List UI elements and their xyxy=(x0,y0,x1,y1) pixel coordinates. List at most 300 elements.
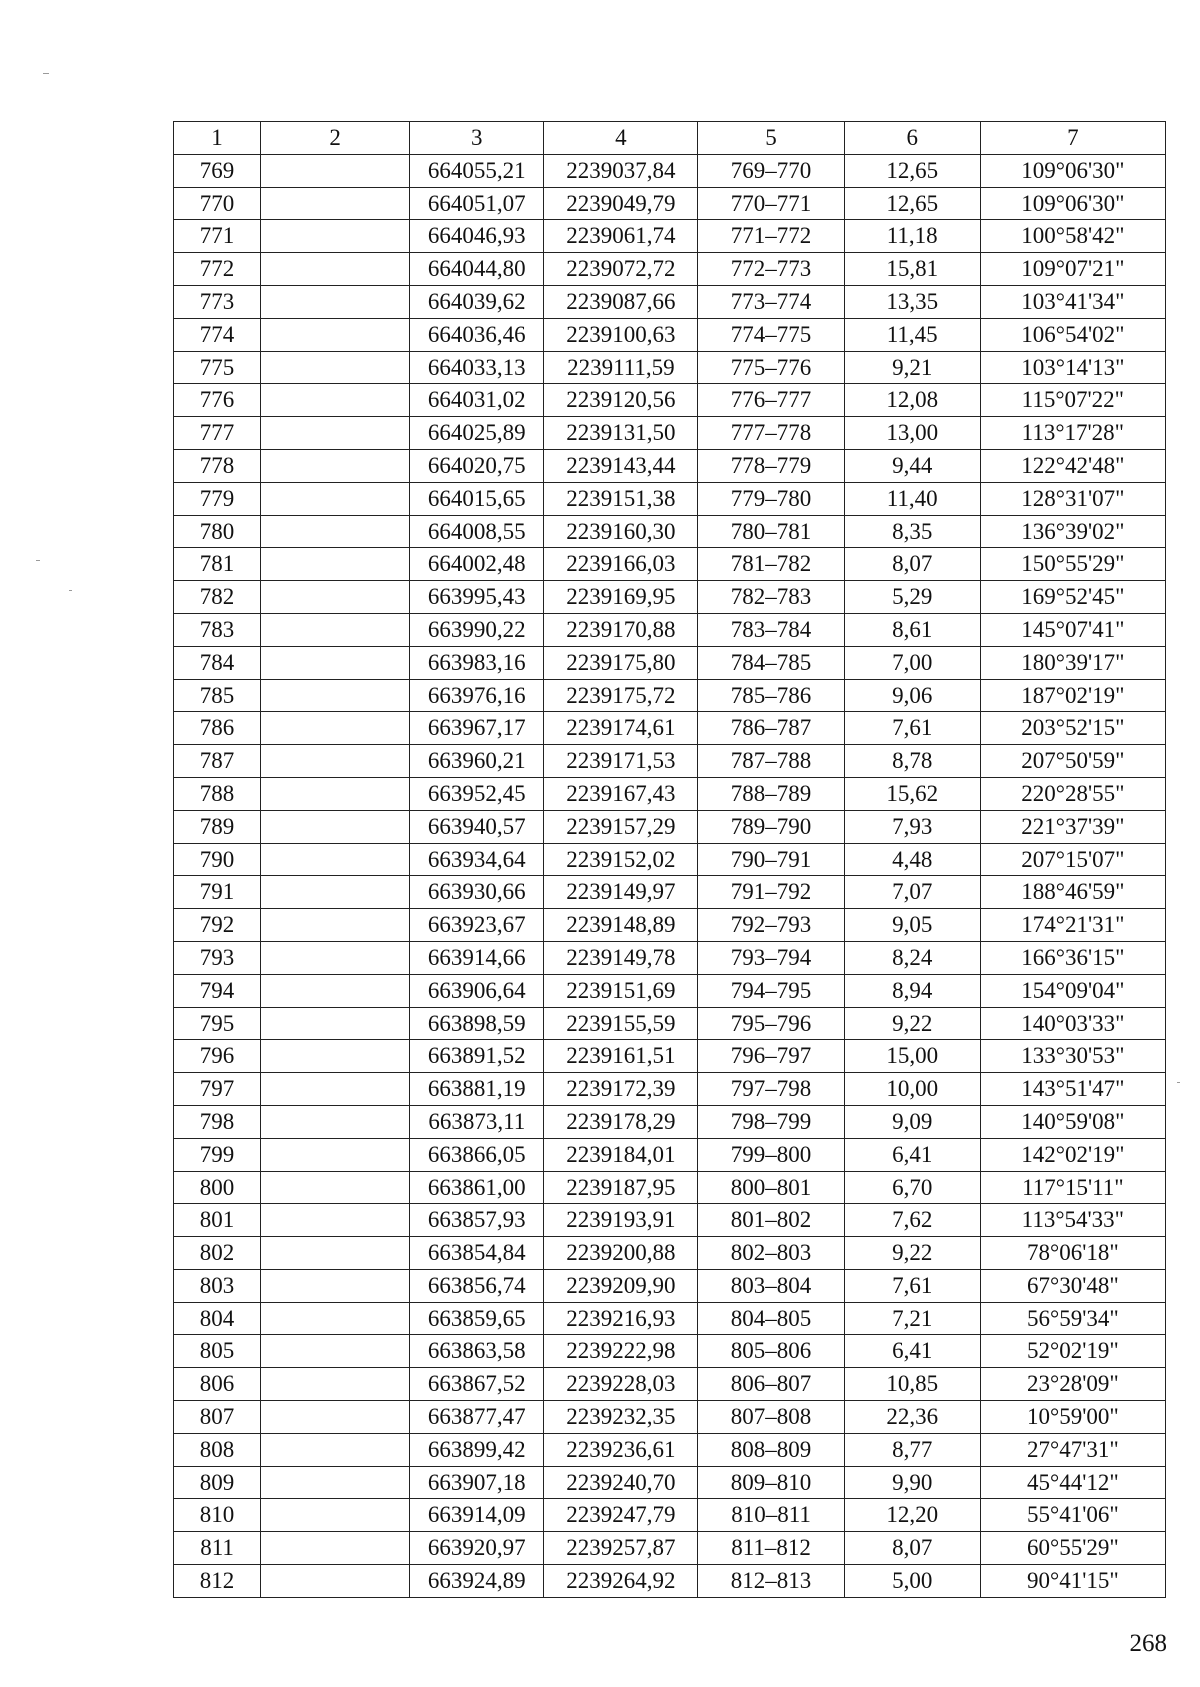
angle-cell: 142°02'19" xyxy=(980,1138,1165,1171)
angle-cell: 220°28'55" xyxy=(980,777,1165,810)
point-number-cell: 805 xyxy=(174,1335,261,1368)
y-coordinate-cell: 2239111,59 xyxy=(544,351,698,384)
scan-mark xyxy=(36,560,40,561)
segment-cell: 777–778 xyxy=(698,417,844,450)
angle-cell: 100°58'42" xyxy=(980,220,1165,253)
point-number-cell: 772 xyxy=(174,253,261,286)
column-header: 7 xyxy=(980,122,1165,155)
x-coordinate-cell: 663861,00 xyxy=(410,1171,544,1204)
angle-cell: 169°52'45" xyxy=(980,581,1165,614)
table-row xyxy=(174,843,1166,876)
angle-cell: 203°52'15" xyxy=(980,712,1165,745)
segment-cell: 788–789 xyxy=(698,777,844,810)
point-number-cell: 794 xyxy=(174,974,261,1007)
point-number-cell: 793 xyxy=(174,941,261,974)
x-coordinate-cell: 663995,43 xyxy=(410,581,544,614)
table-row xyxy=(174,351,1166,384)
scan-mark xyxy=(69,590,72,591)
y-coordinate-cell: 2239193,91 xyxy=(544,1204,698,1237)
y-coordinate-cell: 2239161,51 xyxy=(544,1040,698,1073)
length-cell: 7,61 xyxy=(844,1269,980,1302)
length-cell: 13,00 xyxy=(844,417,980,450)
angle-cell: 154°09'04" xyxy=(980,974,1165,1007)
y-coordinate-cell: 2239169,95 xyxy=(544,581,698,614)
segment-cell: 802–803 xyxy=(698,1237,844,1270)
length-cell: 11,45 xyxy=(844,318,980,351)
x-coordinate-cell: 663924,89 xyxy=(410,1565,544,1598)
table-row xyxy=(174,876,1166,909)
segment-cell: 808–809 xyxy=(698,1433,844,1466)
table-row xyxy=(174,777,1166,810)
y-coordinate-cell: 2239087,66 xyxy=(544,285,698,318)
column-2-cell xyxy=(261,1237,410,1270)
segment-cell: 775–776 xyxy=(698,351,844,384)
x-coordinate-cell: 664031,02 xyxy=(410,384,544,417)
y-coordinate-cell: 2239216,93 xyxy=(544,1302,698,1335)
y-coordinate-cell: 2239264,92 xyxy=(544,1565,698,1598)
y-coordinate-cell: 2239171,53 xyxy=(544,745,698,778)
point-number-cell: 806 xyxy=(174,1368,261,1401)
column-2-cell xyxy=(261,1007,410,1040)
point-number-cell: 799 xyxy=(174,1138,261,1171)
coordinates-table xyxy=(173,121,1166,1598)
x-coordinate-cell: 663923,67 xyxy=(410,909,544,942)
y-coordinate-cell: 2239061,74 xyxy=(544,220,698,253)
segment-cell: 783–784 xyxy=(698,613,844,646)
point-number-cell: 797 xyxy=(174,1073,261,1106)
length-cell: 9,05 xyxy=(844,909,980,942)
point-number-cell: 785 xyxy=(174,679,261,712)
table-row xyxy=(174,1007,1166,1040)
y-coordinate-cell: 2239170,88 xyxy=(544,613,698,646)
angle-cell: 188°46'59" xyxy=(980,876,1165,909)
y-coordinate-cell: 2239160,30 xyxy=(544,515,698,548)
length-cell: 4,48 xyxy=(844,843,980,876)
column-2-cell xyxy=(261,1499,410,1532)
column-2-cell xyxy=(261,1171,410,1204)
segment-cell: 791–792 xyxy=(698,876,844,909)
table-row xyxy=(174,1302,1166,1335)
length-cell: 9,09 xyxy=(844,1105,980,1138)
point-number-cell: 810 xyxy=(174,1499,261,1532)
column-header: 6 xyxy=(844,122,980,155)
angle-cell: 136°39'02" xyxy=(980,515,1165,548)
column-header: 2 xyxy=(261,122,410,155)
table-row xyxy=(174,909,1166,942)
angle-cell: 115°07'22" xyxy=(980,384,1165,417)
y-coordinate-cell: 2239151,38 xyxy=(544,482,698,515)
y-coordinate-cell: 2239184,01 xyxy=(544,1138,698,1171)
length-cell: 9,06 xyxy=(844,679,980,712)
column-2-cell xyxy=(261,1073,410,1106)
length-cell: 12,65 xyxy=(844,187,980,220)
y-coordinate-cell: 2239257,87 xyxy=(544,1532,698,1565)
length-cell: 7,61 xyxy=(844,712,980,745)
y-coordinate-cell: 2239167,43 xyxy=(544,777,698,810)
x-coordinate-cell: 664051,07 xyxy=(410,187,544,220)
segment-cell: 809–810 xyxy=(698,1466,844,1499)
length-cell: 10,85 xyxy=(844,1368,980,1401)
y-coordinate-cell: 2239174,61 xyxy=(544,712,698,745)
x-coordinate-cell: 663914,66 xyxy=(410,941,544,974)
angle-cell: 23°28'09" xyxy=(980,1368,1165,1401)
length-cell: 9,21 xyxy=(844,351,980,384)
y-coordinate-cell: 2239100,63 xyxy=(544,318,698,351)
column-2-cell xyxy=(261,974,410,1007)
table-row xyxy=(174,449,1166,482)
length-cell: 9,90 xyxy=(844,1466,980,1499)
table-row xyxy=(174,1335,1166,1368)
y-coordinate-cell: 2239166,03 xyxy=(544,548,698,581)
column-2-cell xyxy=(261,318,410,351)
column-2-cell xyxy=(261,285,410,318)
y-coordinate-cell: 2239155,59 xyxy=(544,1007,698,1040)
table-row xyxy=(174,1401,1166,1434)
x-coordinate-cell: 663940,57 xyxy=(410,810,544,843)
angle-cell: 10°59'00" xyxy=(980,1401,1165,1434)
x-coordinate-cell: 664020,75 xyxy=(410,449,544,482)
length-cell: 8,07 xyxy=(844,1532,980,1565)
angle-cell: 103°14'13" xyxy=(980,351,1165,384)
table-row xyxy=(174,220,1166,253)
segment-cell: 800–801 xyxy=(698,1171,844,1204)
length-cell: 5,00 xyxy=(844,1565,980,1598)
x-coordinate-cell: 663920,97 xyxy=(410,1532,544,1565)
table-row xyxy=(174,1237,1166,1270)
segment-cell: 799–800 xyxy=(698,1138,844,1171)
point-number-cell: 775 xyxy=(174,351,261,384)
table-body xyxy=(174,154,1166,1597)
column-2-cell xyxy=(261,1040,410,1073)
segment-cell: 779–780 xyxy=(698,482,844,515)
angle-cell: 78°06'18" xyxy=(980,1237,1165,1270)
segment-cell: 811–812 xyxy=(698,1532,844,1565)
column-2-cell xyxy=(261,548,410,581)
column-2-cell xyxy=(261,187,410,220)
segment-cell: 790–791 xyxy=(698,843,844,876)
angle-cell: 150°55'29" xyxy=(980,548,1165,581)
point-number-cell: 804 xyxy=(174,1302,261,1335)
table-row xyxy=(174,482,1166,515)
length-cell: 15,00 xyxy=(844,1040,980,1073)
segment-cell: 794–795 xyxy=(698,974,844,1007)
x-coordinate-cell: 663859,65 xyxy=(410,1302,544,1335)
length-cell: 8,77 xyxy=(844,1433,980,1466)
x-coordinate-cell: 663856,74 xyxy=(410,1269,544,1302)
column-2-cell xyxy=(261,745,410,778)
segment-cell: 772–773 xyxy=(698,253,844,286)
y-coordinate-cell: 2239172,39 xyxy=(544,1073,698,1106)
point-number-cell: 802 xyxy=(174,1237,261,1270)
y-coordinate-cell: 2239151,69 xyxy=(544,974,698,1007)
angle-cell: 117°15'11" xyxy=(980,1171,1165,1204)
angle-cell: 221°37'39" xyxy=(980,810,1165,843)
length-cell: 7,21 xyxy=(844,1302,980,1335)
point-number-cell: 778 xyxy=(174,449,261,482)
segment-cell: 803–804 xyxy=(698,1269,844,1302)
x-coordinate-cell: 664033,13 xyxy=(410,351,544,384)
table-header-row xyxy=(174,122,1166,155)
y-coordinate-cell: 2239209,90 xyxy=(544,1269,698,1302)
angle-cell: 140°03'33" xyxy=(980,1007,1165,1040)
point-number-cell: 771 xyxy=(174,220,261,253)
table-row xyxy=(174,1368,1166,1401)
column-2-cell xyxy=(261,1269,410,1302)
y-coordinate-cell: 2239236,61 xyxy=(544,1433,698,1466)
column-2-cell xyxy=(261,1138,410,1171)
x-coordinate-cell: 664036,46 xyxy=(410,318,544,351)
y-coordinate-cell: 2239187,95 xyxy=(544,1171,698,1204)
y-coordinate-cell: 2239178,29 xyxy=(544,1105,698,1138)
segment-cell: 774–775 xyxy=(698,318,844,351)
x-coordinate-cell: 663854,84 xyxy=(410,1237,544,1270)
angle-cell: 60°55'29" xyxy=(980,1532,1165,1565)
y-coordinate-cell: 2239200,88 xyxy=(544,1237,698,1270)
y-coordinate-cell: 2239148,89 xyxy=(544,909,698,942)
x-coordinate-cell: 664055,21 xyxy=(410,154,544,187)
column-2-cell xyxy=(261,1401,410,1434)
angle-cell: 109°07'21" xyxy=(980,253,1165,286)
x-coordinate-cell: 663877,47 xyxy=(410,1401,544,1434)
point-number-cell: 780 xyxy=(174,515,261,548)
point-number-cell: 786 xyxy=(174,712,261,745)
x-coordinate-cell: 664008,55 xyxy=(410,515,544,548)
x-coordinate-cell: 663891,52 xyxy=(410,1040,544,1073)
x-coordinate-cell: 663881,19 xyxy=(410,1073,544,1106)
length-cell: 8,94 xyxy=(844,974,980,1007)
table-row xyxy=(174,285,1166,318)
segment-cell: 798–799 xyxy=(698,1105,844,1138)
length-cell: 22,36 xyxy=(844,1401,980,1434)
y-coordinate-cell: 2239072,72 xyxy=(544,253,698,286)
table-row xyxy=(174,745,1166,778)
column-2-cell xyxy=(261,712,410,745)
x-coordinate-cell: 664025,89 xyxy=(410,417,544,450)
angle-cell: 67°30'48" xyxy=(980,1269,1165,1302)
column-2-cell xyxy=(261,581,410,614)
table-row xyxy=(174,613,1166,646)
length-cell: 7,93 xyxy=(844,810,980,843)
segment-cell: 801–802 xyxy=(698,1204,844,1237)
x-coordinate-cell: 663866,05 xyxy=(410,1138,544,1171)
y-coordinate-cell: 2239131,50 xyxy=(544,417,698,450)
column-2-cell xyxy=(261,1204,410,1237)
length-cell: 12,65 xyxy=(844,154,980,187)
segment-cell: 782–783 xyxy=(698,581,844,614)
table-row xyxy=(174,253,1166,286)
point-number-cell: 788 xyxy=(174,777,261,810)
segment-cell: 771–772 xyxy=(698,220,844,253)
point-number-cell: 795 xyxy=(174,1007,261,1040)
x-coordinate-cell: 663914,09 xyxy=(410,1499,544,1532)
segment-cell: 807–808 xyxy=(698,1401,844,1434)
segment-cell: 780–781 xyxy=(698,515,844,548)
column-2-cell xyxy=(261,876,410,909)
segment-cell: 796–797 xyxy=(698,1040,844,1073)
table-row xyxy=(174,974,1166,1007)
column-2-cell xyxy=(261,646,410,679)
column-2-cell xyxy=(261,810,410,843)
length-cell: 8,35 xyxy=(844,515,980,548)
x-coordinate-cell: 663967,17 xyxy=(410,712,544,745)
table-row xyxy=(174,515,1166,548)
angle-cell: 145°07'41" xyxy=(980,613,1165,646)
angle-cell: 207°15'07" xyxy=(980,843,1165,876)
column-2-cell xyxy=(261,909,410,942)
column-2-cell xyxy=(261,1565,410,1598)
x-coordinate-cell: 664046,93 xyxy=(410,220,544,253)
angle-cell: 174°21'31" xyxy=(980,909,1165,942)
table-row xyxy=(174,712,1166,745)
angle-cell: 109°06'30" xyxy=(980,187,1165,220)
column-2-cell xyxy=(261,777,410,810)
length-cell: 13,35 xyxy=(844,285,980,318)
table-row xyxy=(174,1466,1166,1499)
x-coordinate-cell: 663898,59 xyxy=(410,1007,544,1040)
angle-cell: 103°41'34" xyxy=(980,285,1165,318)
length-cell: 6,41 xyxy=(844,1335,980,1368)
point-number-cell: 809 xyxy=(174,1466,261,1499)
table-row xyxy=(174,384,1166,417)
x-coordinate-cell: 664044,80 xyxy=(410,253,544,286)
segment-cell: 804–805 xyxy=(698,1302,844,1335)
table-row xyxy=(174,417,1166,450)
length-cell: 8,24 xyxy=(844,941,980,974)
angle-cell: 109°06'30" xyxy=(980,154,1165,187)
y-coordinate-cell: 2239175,72 xyxy=(544,679,698,712)
x-coordinate-cell: 664039,62 xyxy=(410,285,544,318)
point-number-cell: 792 xyxy=(174,909,261,942)
segment-cell: 812–813 xyxy=(698,1565,844,1598)
table-row xyxy=(174,1204,1166,1237)
column-2-cell xyxy=(261,515,410,548)
point-number-cell: 769 xyxy=(174,154,261,187)
point-number-cell: 800 xyxy=(174,1171,261,1204)
angle-cell: 140°59'08" xyxy=(980,1105,1165,1138)
table-row xyxy=(174,154,1166,187)
page-number: 268 xyxy=(1129,1630,1167,1657)
length-cell: 9,22 xyxy=(844,1007,980,1040)
x-coordinate-cell: 663873,11 xyxy=(410,1105,544,1138)
segment-cell: 781–782 xyxy=(698,548,844,581)
length-cell: 15,62 xyxy=(844,777,980,810)
x-coordinate-cell: 663899,42 xyxy=(410,1433,544,1466)
angle-cell: 187°02'19" xyxy=(980,679,1165,712)
point-number-cell: 803 xyxy=(174,1269,261,1302)
y-coordinate-cell: 2239152,02 xyxy=(544,843,698,876)
angle-cell: 133°30'53" xyxy=(980,1040,1165,1073)
point-number-cell: 807 xyxy=(174,1401,261,1434)
point-number-cell: 791 xyxy=(174,876,261,909)
point-number-cell: 781 xyxy=(174,548,261,581)
column-2-cell xyxy=(261,1302,410,1335)
segment-cell: 769–770 xyxy=(698,154,844,187)
length-cell: 9,44 xyxy=(844,449,980,482)
segment-cell: 795–796 xyxy=(698,1007,844,1040)
column-2-cell xyxy=(261,843,410,876)
table-row xyxy=(174,1040,1166,1073)
x-coordinate-cell: 663906,64 xyxy=(410,974,544,1007)
x-coordinate-cell: 663863,58 xyxy=(410,1335,544,1368)
x-coordinate-cell: 663857,93 xyxy=(410,1204,544,1237)
angle-cell: 122°42'48" xyxy=(980,449,1165,482)
segment-cell: 778–779 xyxy=(698,449,844,482)
y-coordinate-cell: 2239143,44 xyxy=(544,449,698,482)
segment-cell: 776–777 xyxy=(698,384,844,417)
segment-cell: 805–806 xyxy=(698,1335,844,1368)
point-number-cell: 784 xyxy=(174,646,261,679)
angle-cell: 180°39'17" xyxy=(980,646,1165,679)
table-row xyxy=(174,548,1166,581)
angle-cell: 207°50'59" xyxy=(980,745,1165,778)
column-2-cell xyxy=(261,351,410,384)
column-2-cell xyxy=(261,1532,410,1565)
point-number-cell: 770 xyxy=(174,187,261,220)
point-number-cell: 808 xyxy=(174,1433,261,1466)
table-row xyxy=(174,941,1166,974)
column-header: 5 xyxy=(698,122,844,155)
column-2-cell xyxy=(261,941,410,974)
segment-cell: 806–807 xyxy=(698,1368,844,1401)
column-header: 4 xyxy=(544,122,698,155)
column-2-cell xyxy=(261,1335,410,1368)
column-2-cell xyxy=(261,253,410,286)
column-2-cell xyxy=(261,417,410,450)
table-row xyxy=(174,1532,1166,1565)
segment-cell: 787–788 xyxy=(698,745,844,778)
table-row xyxy=(174,1138,1166,1171)
length-cell: 6,70 xyxy=(844,1171,980,1204)
point-number-cell: 796 xyxy=(174,1040,261,1073)
segment-cell: 789–790 xyxy=(698,810,844,843)
angle-cell: 113°54'33" xyxy=(980,1204,1165,1237)
column-2-cell xyxy=(261,1466,410,1499)
table-row xyxy=(174,679,1166,712)
point-number-cell: 774 xyxy=(174,318,261,351)
segment-cell: 785–786 xyxy=(698,679,844,712)
length-cell: 11,40 xyxy=(844,482,980,515)
column-2-cell xyxy=(261,482,410,515)
scan-mark xyxy=(43,73,49,74)
x-coordinate-cell: 663952,45 xyxy=(410,777,544,810)
y-coordinate-cell: 2239240,70 xyxy=(544,1466,698,1499)
point-number-cell: 811 xyxy=(174,1532,261,1565)
y-coordinate-cell: 2239247,79 xyxy=(544,1499,698,1532)
column-header: 1 xyxy=(174,122,261,155)
y-coordinate-cell: 2239149,78 xyxy=(544,941,698,974)
angle-cell: 52°02'19" xyxy=(980,1335,1165,1368)
x-coordinate-cell: 663960,21 xyxy=(410,745,544,778)
angle-cell: 113°17'28" xyxy=(980,417,1165,450)
y-coordinate-cell: 2239120,56 xyxy=(544,384,698,417)
table-row xyxy=(174,187,1166,220)
angle-cell: 106°54'02" xyxy=(980,318,1165,351)
column-2-cell xyxy=(261,1433,410,1466)
length-cell: 8,07 xyxy=(844,548,980,581)
length-cell: 7,00 xyxy=(844,646,980,679)
length-cell: 7,07 xyxy=(844,876,980,909)
length-cell: 6,41 xyxy=(844,1138,980,1171)
point-number-cell: 782 xyxy=(174,581,261,614)
angle-cell: 128°31'07" xyxy=(980,482,1165,515)
x-coordinate-cell: 663983,16 xyxy=(410,646,544,679)
x-coordinate-cell: 664015,65 xyxy=(410,482,544,515)
segment-cell: 810–811 xyxy=(698,1499,844,1532)
x-coordinate-cell: 663867,52 xyxy=(410,1368,544,1401)
point-number-cell: 783 xyxy=(174,613,261,646)
column-2-cell xyxy=(261,1368,410,1401)
y-coordinate-cell: 2239175,80 xyxy=(544,646,698,679)
